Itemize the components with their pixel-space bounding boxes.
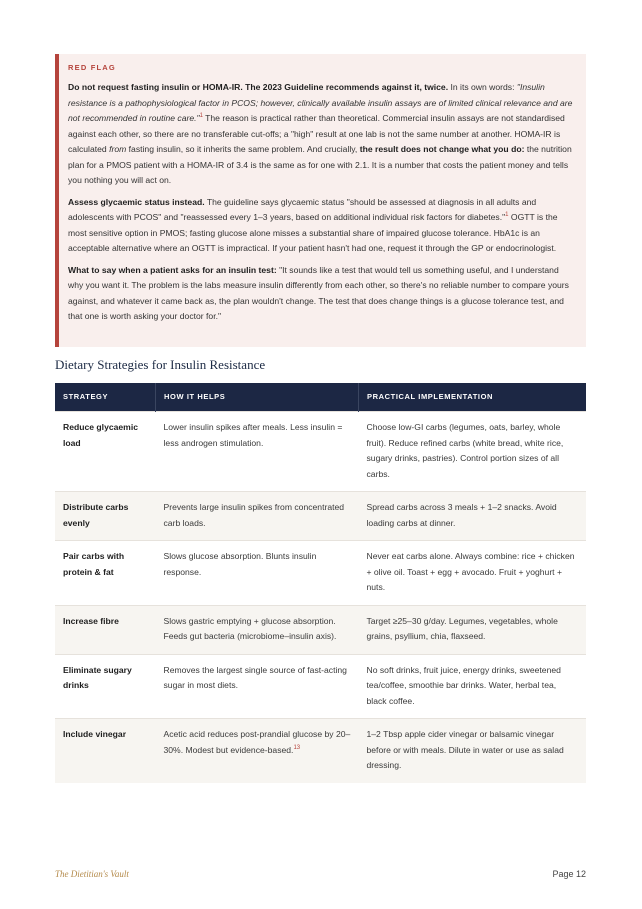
helps-text: Prevents large insulin spikes from concentrated carb loads.: [163, 502, 345, 528]
implementation-cell: Target ≥25–30 g/day. Legumes, vegetables, whole grains, psyllium, chia, flaxseed.: [359, 605, 587, 654]
p1-footnote-ref[interactable]: 1: [199, 113, 203, 120]
helps-text: Slows glucose absorption. Blunts insulin response.: [163, 551, 317, 577]
table-row: [55, 605, 586, 654]
red-flag-paragraph-3: [68, 263, 574, 325]
p1-bold: the result does not change what you do:: [359, 144, 525, 154]
p1-text-4: the nutrition plan for a PMOS patient with a HOMA-IR of 3.4 is the same as for one with 2.1. It is a number that costs the patient money and tells you nothing you will act on.: [68, 144, 572, 185]
strategy-cell: Eliminate sugary drinks: [55, 654, 156, 719]
page-number: Page 12: [552, 869, 586, 879]
p2-lead: Assess glycaemic status instead.: [68, 196, 205, 207]
helps-text: Slows gastric emptying + glucose absorption. Feeds gut bacteria (microbiome–insulin axis).: [163, 615, 337, 641]
header-practical-implementation: PRACTICAL IMPLEMENTATION: [359, 383, 587, 412]
header-strategy: STRATEGY: [55, 383, 156, 412]
table-row: [55, 541, 586, 606]
implementation-cell: Never eat carbs alone. Always combine: rice + chicken + olive oil. Toast + egg + avocado. Fruit + yoghurt + nuts.: [359, 541, 587, 606]
helps-cell: [156, 719, 359, 783]
table-row: [55, 654, 586, 719]
p1-text-1: In its own words:: [448, 82, 517, 92]
helps-text: Lower insulin spikes after meals. Less insulin = less androgen stimulation.: [163, 422, 343, 448]
table-row: [55, 412, 586, 492]
header-how-it-helps: HOW IT HELPS: [156, 383, 359, 412]
helps-cell: [156, 605, 359, 654]
table-header-row: [55, 383, 586, 412]
red-flag-paragraph-2: [68, 195, 574, 257]
footnote-ref[interactable]: 13: [293, 744, 301, 751]
p2-text-2: OGTT is the most sensitive option in PMOS; fasting glucose alone misses a substantial share of impaired glucose tolerance. HbA1c is an acceptable alternative where an OGTT is impractical. If your patient hasn't had one, request it through the GP or endocrinologist.: [68, 212, 558, 253]
implementation-cell: Choose low-GI carbs (legumes, oats, barley, whole fruit). Reduce refined carbs (white bread, white rice, sugary drinks, pastries). Control portion sizes of all carbs.: [359, 412, 587, 492]
helps-cell: [156, 541, 359, 606]
p3-text-1: "It sounds like a test that would tell us something useful, and I understand why you want it. The problem is the labs measure insulin differently from each other, so there's no reliable number to compare yours against, and whatever it came back as, the plan wouldn't change. The test that does change things is a glucose tolerance test, and that one is worth asking your doctor for.": [68, 264, 569, 321]
implementation-cell: 1–2 Tbsp apple cider vinegar or balsamic vinegar before or with meals. Dilute in water or use as salad dressing.: [359, 719, 587, 783]
footer-brand: The Dietitian's Vault: [55, 869, 129, 879]
strategies-table: [55, 383, 586, 783]
p1-emphasis: from: [109, 144, 127, 154]
strategy-cell: Distribute carbs evenly: [55, 492, 156, 541]
red-flag-label: RED FLAG: [68, 63, 116, 72]
p2-text-1: The guideline says glycaemic status "should be assessed at diagnosis in all adults and adolescents with PCOS" and "reassessed every 1–3 years, based on additional individual risk factors for diabetes.": [68, 196, 537, 222]
implementation-cell: Spread carbs across 3 meals + 1–2 snacks. Avoid loading carbs at dinner.: [359, 492, 587, 541]
p3-lead: What to say when a patient asks for an insulin test:: [68, 264, 277, 275]
helps-cell: [156, 492, 359, 541]
strategy-cell: Pair carbs with protein & fat: [55, 541, 156, 606]
strategy-cell: Increase fibre: [55, 605, 156, 654]
red-flag-callout: [55, 54, 586, 347]
implementation-cell: No soft drinks, fruit juice, energy drinks, sweetened tea/coffee, smoothie bar drinks. Water, herbal tea, black coffee.: [359, 654, 587, 719]
helps-text: Acetic acid reduces post-prandial glucose by 20–30%. Modest but evidence-based.: [163, 729, 351, 755]
p1-text-3: fasting insulin, so it inherits the same problem. And crucially,: [126, 144, 360, 154]
strategy-cell: Reduce glycaemic load: [55, 412, 156, 492]
p1-lead: Do not request fasting insulin or HOMA-IR. The 2023 Guideline recommends against it, twice.: [68, 82, 449, 92]
p1-text-2: The reason is practical rather than theoretical. Commercial insulin assays are not standardised against each other, so there are no transferable cut-offs; a "high" result at one lab is not the same number at another. HOMA-IR is calculated: [68, 113, 565, 154]
helps-cell: [156, 654, 359, 719]
p1-quote: "Insulin resistance is a pathophysiological factor in PCOS; however, clinically available insulin assays are of limited clinical relevance and are not recommended in routine care.": [68, 82, 573, 123]
red-flag-paragraph-1: [68, 80, 574, 189]
section-title: Dietary Strategies for Insulin Resistance: [55, 357, 266, 372]
table-row: [55, 719, 586, 783]
strategy-cell: Include vinegar: [55, 719, 156, 783]
helps-text: Removes the largest single source of fast-acting sugar in most diets.: [163, 664, 347, 690]
p2-footnote-ref[interactable]: 1: [505, 212, 509, 219]
helps-cell: [156, 412, 359, 492]
table-row: [55, 492, 586, 541]
